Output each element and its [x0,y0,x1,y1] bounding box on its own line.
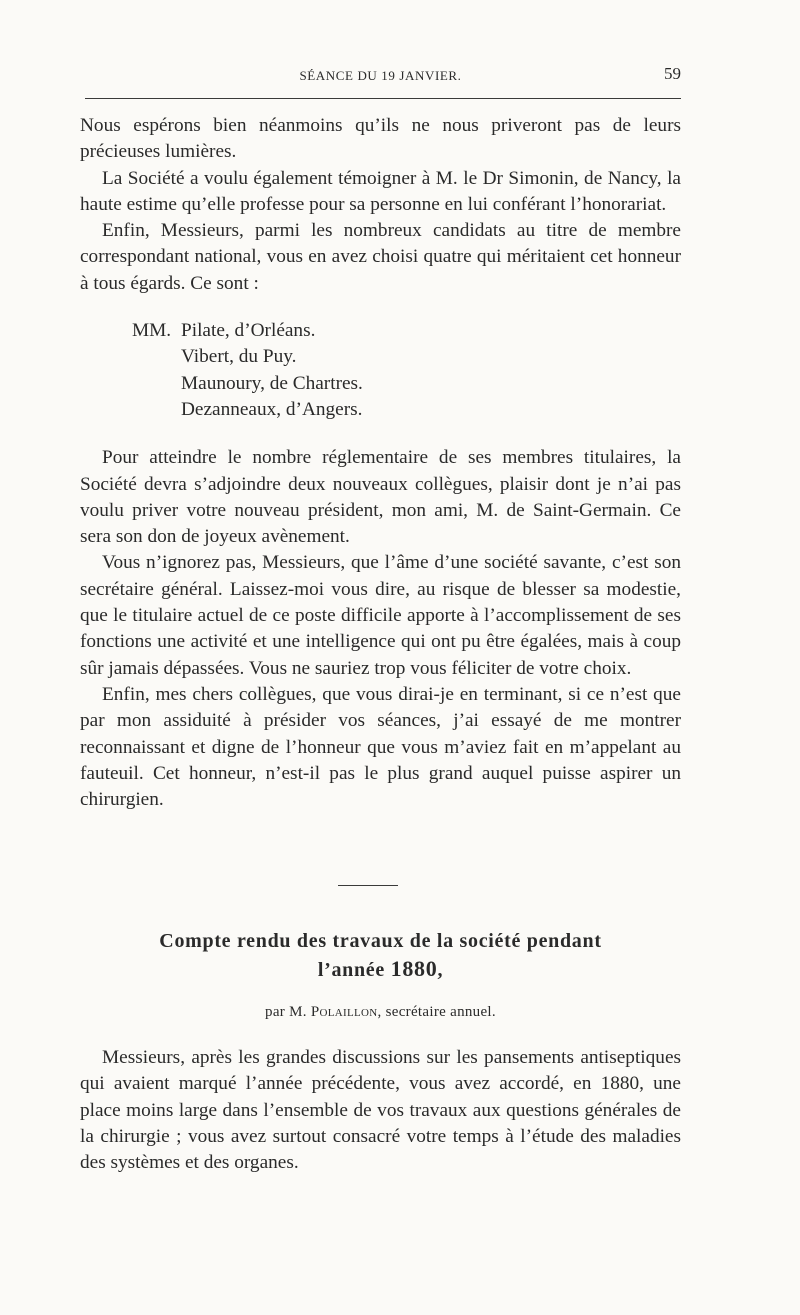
body-text [80,113,681,813]
member-name: Dezanneaux, d’Angers. [181,398,363,420]
paragraph: La Société a voulu également témoigner à M. le Dr Simonin, de Nancy, la haute estime qu’elle professe pour sa personne en lui conférant l’honorariat. [80,167,681,215]
paragraph: Nous espérons bien néanmoins qu’ils ne nous priveront pas de leurs précieuses lumières. [80,115,681,163]
section-separator [338,885,398,886]
section-title [80,927,681,984]
header-rule [85,98,681,99]
byline-author: Polaillon [310,1004,378,1020]
section-title-line2-prefix: l’année [317,959,391,981]
member-name: Vibert, du Puy. [181,346,297,368]
section-body [80,1045,681,1176]
section-title-line1: Compte rendu des travaux de la société pendant [159,930,602,952]
byline [80,1004,681,1021]
section-title-line2-suffix: , [437,959,444,981]
byline-prefix: par M. [265,1004,311,1020]
page-number: 59 [664,64,681,83]
member-name: Pilate, d’Orléans. [181,320,316,342]
member-list [132,318,681,423]
byline-suffix: , secrétaire annuel. [377,1004,496,1020]
member-list-item [132,318,681,344]
paragraph: Enfin, Messieurs, parmi les nombreux candidats au titre de membre correspondant national, vous en avez choisi quatre qui méritaient cet honneur à tous égards. Ce sont : [80,220,681,294]
page-header [80,62,681,88]
names-prefix: MM. [132,320,172,342]
paragraph: Vous n’ignorez pas, Messieurs, que l’âme d’une société savante, c’est son secrétaire général. Laissez-moi vous dire, au risque de blesser sa modestie, que le titulaire actuel de ce poste difficile apporte à l’accomplissement de ses fonctions une activité et une intelligence qui ont pu être égalées, mais à coup sûr jamais dépassées. Vous ne sauriez trop vous féliciter de votre choix. [80,552,681,679]
section-title-year: 1880 [390,956,438,981]
running-head: SÉANCE DU 19 JANVIER. [299,68,462,83]
paragraph: Messieurs, après les grandes discussions sur les pansements antiseptiques qui avaient marqué l’année précédente, vous avez accordé, en 1880, une place moins large dans l’ensemble de vos travaux aux questions générales de la chirurgie ; vous avez surtout consacré votre temps à l’étude des maladies des systèmes et des organes. [80,1047,681,1174]
member-name: Maunoury, de Chartres. [181,372,363,394]
paragraph: Pour atteindre le nombre réglementaire de ses membres titulaires, la Société devra s’adjoindre deux nouveaux collègues, plaisir dont je n’ai pas voulu priver votre nouveau président, mon ami, M. de Saint-Germain. Ce sera son don de joyeux avènement. [80,447,681,548]
paragraph: Enfin, mes chers collègues, que vous dirai-je en terminant, si ce n’est que par mon assiduité à présider vos séances, j’ai essayé de me montrer reconnaissant et digne de l’honneur que vous m’aviez fait en m’appelant au fauteuil. Cet honneur, n’est-il pas le plus grand auquel puisse aspirer un chirurgien. [80,683,681,811]
